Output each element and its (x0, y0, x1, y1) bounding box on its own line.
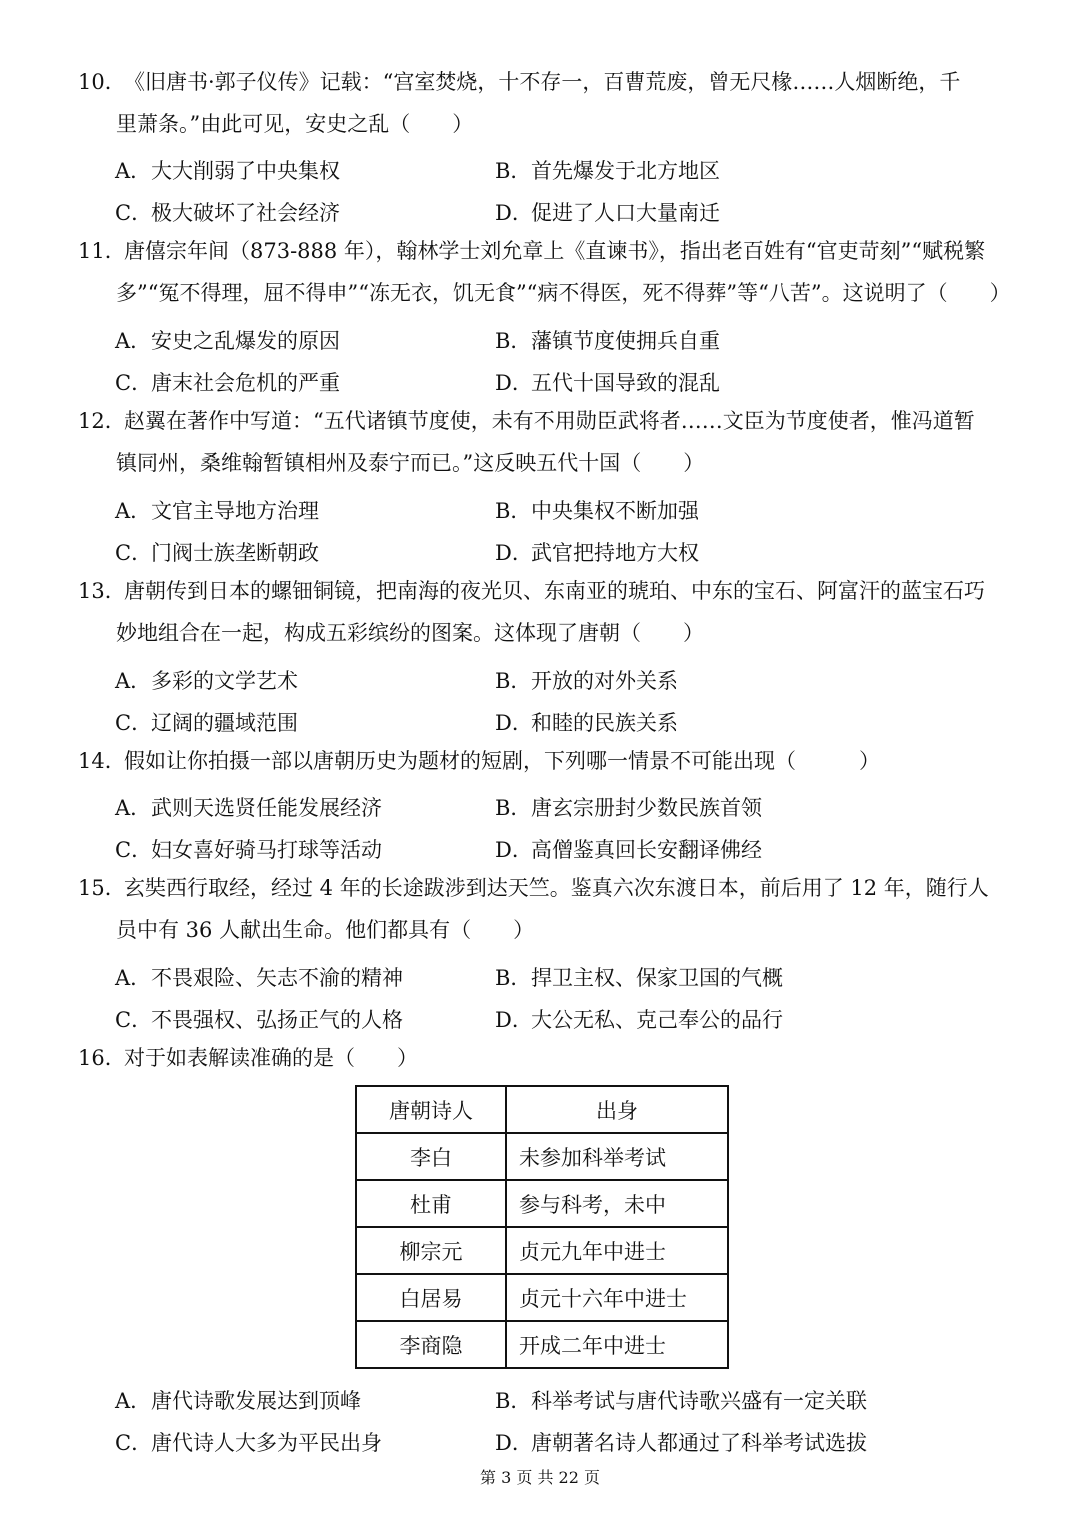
option-c[interactable]: C．极大破坏了社会经济 (115, 201, 340, 225)
option-d[interactable]: D．武官把持地方大权 (495, 541, 699, 565)
question-text-cont: 多”“冤不得理，屈不得申”“冻无衣，饥无食”“病不得医，死不得葬”等“八苦”。这说明了（ ） (116, 281, 1011, 305)
question-text: 假如让你拍摄一部以唐朝历史为题材的短剧，下列哪一情景不可能出现（ ） (124, 749, 880, 773)
option-a[interactable]: A．文官主导地方治理 (115, 499, 319, 523)
question-text-cont: 里萧条。”由此可见，安史之乱（ ） (116, 112, 474, 136)
table-row (356, 1227, 728, 1274)
option-d[interactable]: D．高僧鉴真回长安翻译佛经 (495, 838, 762, 862)
option-d[interactable]: D．五代十国导致的混乱 (495, 371, 720, 395)
question-number: 14． (78, 749, 126, 773)
option-d[interactable]: D．唐朝著名诗人都通过了科举考试选拔 (495, 1431, 867, 1455)
option-a[interactable]: A．不畏艰险、矢志不渝的精神 (115, 966, 403, 990)
question-text-cont: 妙地组合在一起，构成五彩缤纷的图案。这体现了唐朝（ ） (116, 621, 704, 645)
question-number: 12． (78, 409, 126, 433)
question-12 (78, 405, 1008, 489)
question-13 (78, 575, 1008, 659)
question-11 (78, 235, 1011, 319)
table-row (356, 1133, 728, 1180)
question-text: 赵翼在著作中写道：“五代诸镇节度使，未有不用勋臣武将者……文臣为节度使者，惟冯道暂 (124, 409, 975, 433)
question-16 (78, 1042, 1008, 1084)
question-number: 10． (78, 70, 126, 94)
option-a[interactable]: A．安史之乱爆发的原因 (115, 329, 340, 353)
question-14 (78, 745, 1008, 787)
option-c[interactable]: C．门阀士族垄断朝政 (115, 541, 319, 565)
option-d[interactable]: D．促进了人口大量南迁 (495, 201, 720, 225)
option-b[interactable]: B．中央集权不断加强 (495, 499, 699, 523)
table-cell-origin: 未参加科举考试 (506, 1133, 728, 1180)
question-text: 唐朝传到日本的螺钿铜镜，把南海的夜光贝、东南亚的琥珀、中东的宝石、阿富汗的蓝宝石巧 (124, 579, 985, 603)
question-text: 唐僖宗年间（873-888 年），翰林学士刘允章上《直谏书》，指出老百姓有“官吏苛刻”“赋税繁 (124, 239, 986, 263)
option-a[interactable]: A．大大削弱了中央集权 (115, 159, 340, 183)
option-c[interactable]: C．辽阔的疆域范围 (115, 711, 298, 735)
question-text: 玄奘西行取经，经过 4 年的长途跋涉到达天竺。鉴真六次东渡日本，前后用了 12 年，随行人 (124, 876, 989, 900)
table-cell-poet: 杜甫 (356, 1180, 506, 1227)
option-c[interactable]: C．妇女喜好骑马打球等活动 (115, 838, 382, 862)
question-10 (78, 66, 1008, 150)
table-row (356, 1274, 728, 1321)
question-15 (78, 872, 1008, 956)
page-footer: 第 3 页 共 22 页 (480, 1468, 600, 1487)
question-number: 15． (78, 876, 126, 900)
table-header-cell: 出身 (506, 1086, 728, 1133)
option-a[interactable]: A．多彩的文学艺术 (115, 669, 298, 693)
table-row (356, 1180, 728, 1227)
question-number: 13． (78, 579, 126, 603)
option-c[interactable]: C．唐末社会危机的严重 (115, 371, 340, 395)
option-c[interactable]: C．唐代诗人大多为平民出身 (115, 1431, 382, 1455)
table-cell-poet: 李商隐 (356, 1321, 506, 1368)
question-number: 11． (78, 239, 126, 263)
table-cell-poet: 白居易 (356, 1274, 506, 1321)
question-text: 《旧唐书·郭子仪传》记载：“宫室焚烧，十不存一，百曹荒废，曾无尺椽……人烟断绝，千 (124, 70, 961, 94)
option-d[interactable]: D．和睦的民族关系 (495, 711, 678, 735)
option-b[interactable]: B．开放的对外关系 (495, 669, 678, 693)
table-cell-origin: 贞元九年中进士 (506, 1227, 728, 1274)
table-row (356, 1321, 728, 1368)
table-header-cell: 唐朝诗人 (356, 1086, 506, 1133)
option-b[interactable]: B．藩镇节度使拥兵自重 (495, 329, 720, 353)
question-text-cont: 镇同州，桑维翰暂镇相州及泰宁而已。”这反映五代十国（ ） (116, 451, 705, 475)
table-cell-poet: 柳宗元 (356, 1227, 506, 1274)
question-text: 对于如表解读准确的是（ ） (124, 1046, 418, 1070)
option-b[interactable]: B．唐玄宗册封少数民族首领 (495, 796, 762, 820)
table-header-row (356, 1086, 728, 1133)
option-a[interactable]: A．武则天选贤任能发展经济 (115, 796, 382, 820)
option-b[interactable]: B．科举考试与唐代诗歌兴盛有一定关联 (495, 1389, 867, 1413)
table-cell-origin: 贞元十六年中进士 (506, 1274, 728, 1321)
poets-table (355, 1085, 729, 1369)
table-cell-poet: 李白 (356, 1133, 506, 1180)
option-a[interactable]: A．唐代诗歌发展达到顶峰 (115, 1389, 361, 1413)
option-c[interactable]: C．不畏强权、弘扬正气的人格 (115, 1008, 403, 1032)
option-d[interactable]: D．大公无私、克己奉公的品行 (495, 1008, 783, 1032)
option-b[interactable]: B．首先爆发于北方地区 (495, 159, 720, 183)
table-cell-origin: 开成二年中进士 (506, 1321, 728, 1368)
table-cell-origin: 参与科考，未中 (506, 1180, 728, 1227)
question-text-cont: 员中有 36 人献出生命。他们都具有（ ） (116, 918, 535, 942)
question-number: 16． (78, 1046, 126, 1070)
option-b[interactable]: B．捍卫主权、保家卫国的气概 (495, 966, 783, 990)
